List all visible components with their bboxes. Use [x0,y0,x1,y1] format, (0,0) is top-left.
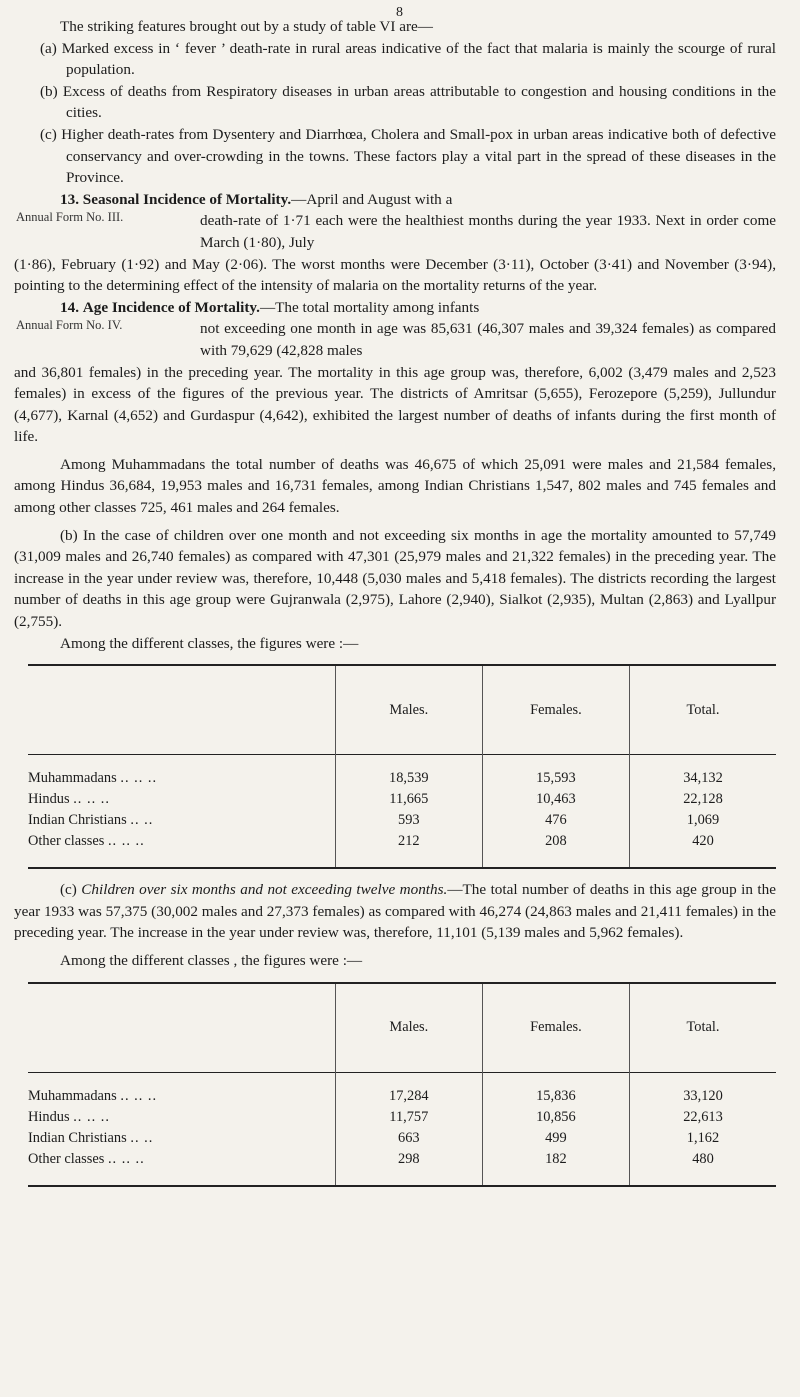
row-label: Other classes [28,1150,105,1167]
cell-males: 593 [335,810,482,831]
table-row [28,1072,776,1107]
header-females: Females. [482,983,629,1073]
feature-a-label: (a) [40,39,57,57]
header-males: Males. [335,665,482,755]
feature-b [14,81,776,124]
classes-table-1 [28,664,776,869]
feature-c-label: (c) [40,125,57,143]
section-13 [14,189,776,297]
row-label: Indian Christians [28,1129,127,1146]
margin-note-form-iv: Annual Form No. IV. [16,317,123,332]
feature-b-label: (b) [40,82,58,100]
section-13-heading-line [14,189,776,211]
header-females: Females. [482,665,629,755]
table-row [28,810,776,831]
cell-total: 1,069 [630,810,777,831]
leader-dots: .. .. [130,812,154,829]
cell-males: 11,757 [335,1107,482,1128]
cell-total: 33,120 [630,1072,777,1107]
cell-females: 15,593 [482,755,629,790]
section-14-heading: Age Incidence of Mortality. [82,298,260,316]
cell-females: 476 [482,810,629,831]
feature-b-text: Excess of deaths from Respiratory diseases in urban areas attributable to congestion and housing conditions in the cities. [62,82,776,122]
leader-dots: .. .. .. [120,770,158,787]
section-13-heading: Seasonal Incidence of Mortality. [82,190,292,208]
cell-total: 1,162 [630,1128,777,1149]
paragraph-c-italic-heading: Children over six months and not exceeding twelve months. [81,881,448,899]
header-males: Males. [335,983,482,1073]
feature-a-text: Marked excess in ‘ fever ’ death-rate in rural areas indicative of the fact that malaria is mainly the scourge of rural population. [61,39,777,79]
leader-dots: .. .. .. [107,833,145,850]
section-13-number: 13. [60,190,79,208]
row-label: Hindus [28,1108,70,1125]
table-row [28,1107,776,1128]
feature-a [14,38,776,81]
intro-line: The striking features brought out by a study of table VI are— [60,18,433,35]
cell-females: 499 [482,1128,629,1149]
page-number: 8 [396,5,403,20]
cell-females: 182 [482,1149,629,1186]
leader-dots: .. .. .. [73,1108,110,1125]
table-header-row [28,983,776,1073]
table-header-row [28,665,776,755]
among-classes-caption-2: Among the different classes , the figures were :— [60,952,363,969]
cell-total: 22,613 [630,1107,777,1128]
paragraph-c [14,879,776,944]
cell-total: 34,132 [630,755,777,790]
feature-c-text: Higher death-rates from Dysentery and Diarrhœa, Cholera and Small-pox in urban areas indicative both of defective conservancy and over-crowding in the towns. These factors play a vital part in the spread of these diseases in the Province. [61,125,777,187]
classes-table-2 [28,982,776,1187]
row-label: Other classes [28,833,105,850]
muhammadans-paragraph: Among Muhammadans the total number of deaths was 46,675 of which 25,091 were males and 21,584 females, among Hindus 36,684, 19,953 males and 16,731 females, among Indian Christians 1,547, 802 males and 745 females and among other classes 725, 461 males and 264 females. [14,455,776,517]
row-label: Muhammadans [28,770,117,787]
section-13-text-start: —April and August with a [291,190,453,208]
cell-males: 11,665 [335,789,482,810]
section-14-text-rest: and 36,801 females) in the preceding year. The mortality in this age group was, therefore, 6,002 (3,479 males and 2,523 females) in excess of the figures of the previous year. The districts of Amritsar (5,655), Ferozepore (5,259), Jullundur (4,677), Karnal (4,652) and Gurdaspur (4,642), exhibited the largest number of deaths of infants during the first month of life. [14,363,776,446]
row-label: Hindus [28,791,70,808]
section-13-wrapped-text: death-rate of 1·71 each were the healthiest months during the year 1933. Next in order come March (1·80), July [200,212,776,251]
leader-dots: .. .. .. [73,791,110,808]
section-14-text-start: —The total mortality among infants [259,298,480,316]
table-row [28,755,776,790]
paragraph-b-text: In the case of children over one month and not exceeding six months in age the mortality amounted to 57,749 (31,009 males and 26,740 females) as compared with 47,301 (25,979 males and 21,322 females) in the preceding year. The increase in the year under review was, therefore, 10,448 (5,030 males and 5,418 females). The districts recording the largest number of deaths in this age group were Gujranwala (2,975), Lahore (2,940), Sialkot (2,935), Multan (2,863) and Lyallpur (2,755). [14,526,776,631]
cell-females: 10,856 [482,1107,629,1128]
leader-dots: .. .. .. [107,1150,145,1167]
feature-c [14,124,776,189]
table-row [28,789,776,810]
section-13-text-rest: (1·86), February (1·92) and May (2·06). The worst months were December (3·11), October (3·41) and November (3·94), pointing to the determining effect of the intensity of malaria on the mortality returns of the year. [14,255,776,295]
section-14 [14,297,776,448]
header-total: Total. [630,665,777,755]
section-14-heading-line [14,297,776,319]
cell-total: 480 [630,1149,777,1186]
cell-males: 17,284 [335,1072,482,1107]
cell-total: 420 [630,831,777,868]
cell-males: 212 [335,831,482,868]
cell-females: 10,463 [482,789,629,810]
row-label: Indian Christians [28,812,127,829]
table-row [28,831,776,868]
paragraph-b [14,525,776,633]
cell-total: 22,128 [630,789,777,810]
margin-note-form-iii: Annual Form No. III. [16,209,124,224]
table-row [28,1128,776,1149]
cell-females: 208 [482,831,629,868]
among-classes-caption-1: Among the different classes, the figures were :— [60,634,359,652]
cell-males: 298 [335,1149,482,1186]
section-14-number: 14. [60,298,79,316]
cell-males: 18,539 [335,755,482,790]
header-total: Total. [630,983,777,1073]
leader-dots: .. .. [130,1129,154,1146]
leader-dots: .. .. .. [120,1087,158,1104]
paragraph-c-label: (c) [60,881,77,899]
paragraph-b-label: (b) [60,526,78,544]
cell-females: 15,836 [482,1072,629,1107]
paragraph-c-text: —The total number of deaths in this age group in the year 1933 was 57,375 (30,002 males and 27,373 females) as compared with 46,274 (24,863 males and 21,411 females) in the preceding year. The increase in the year under review was, therefore, 11,101 (5,139 males and 5,962 females). [14,881,776,942]
section-14-wrapped-text: not exceeding one month in age was 85,631 (46,307 males and 39,324 females) as compared with 79,629 (42,828 males [200,320,776,359]
table-row [28,1149,776,1186]
page-content [14,6,776,1187]
row-label: Muhammadans [28,1087,117,1104]
cell-males: 663 [335,1128,482,1149]
